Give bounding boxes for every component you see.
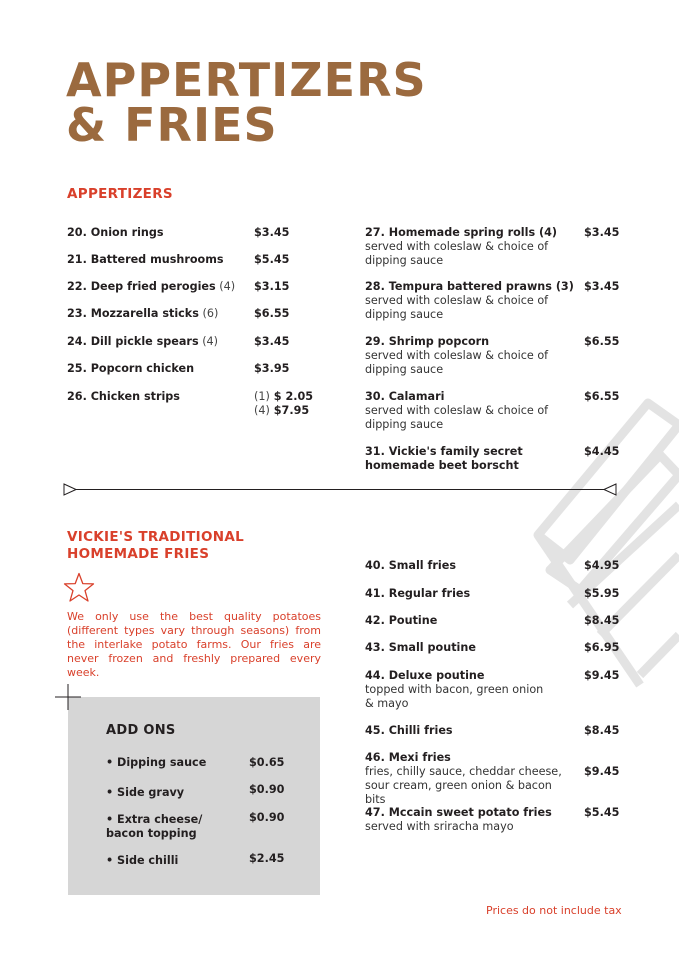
star-icon [63, 572, 95, 603]
addon-item: • Side chilli [106, 854, 179, 867]
addon-price: $0.65 [249, 756, 285, 769]
menu-item: 30. Calamari served with coleslaw & choice of dipping sauce [365, 390, 549, 431]
fries-heading: VICKIE'S TRADITIONAL HOMEMADE FRIES [67, 529, 244, 562]
menu-item: 28. Tempura battered prawns (3) served with coleslaw & choice of dipping sauce [365, 280, 574, 321]
addon-price: $0.90 [249, 783, 285, 796]
menu-item: 24. Dill pickle spears (4) [67, 335, 219, 348]
menu-item: 23. Mozzarella sticks (6) [67, 307, 219, 320]
menu-item: 29. Shrimp popcorn served with coleslaw & choice of dipping sauce [365, 335, 549, 376]
menu-item: 31. Vickie's family secret homemade beet borscht [365, 445, 523, 472]
arrow-right-icon [603, 483, 617, 496]
item-price: $5.95 [584, 587, 620, 600]
menu-item: 43. Small poutine [365, 641, 476, 654]
menu-item: 45. Chilli fries [365, 724, 453, 737]
menu-item: 44. Deluxe poutine topped with bacon, green onion & mayo [365, 669, 544, 710]
item-price: $6.55 [584, 390, 620, 403]
item-price: $8.45 [584, 724, 620, 737]
menu-item: 21. Battered mushrooms [67, 253, 224, 266]
item-price: $6.95 [584, 641, 620, 654]
item-price: $9.45 [584, 669, 620, 682]
addon-item: • Extra cheese/ bacon topping [106, 813, 203, 840]
title-line-2: & FRIES [66, 98, 278, 152]
item-price: $8.45 [584, 614, 620, 627]
menu-item: 42. Poutine [365, 614, 438, 627]
menu-item: 26. Chicken strips [67, 390, 180, 403]
section-divider [68, 489, 614, 490]
page-title [66, 53, 427, 152]
item-price: $3.15 [254, 280, 290, 293]
item-price: $3.45 [254, 335, 290, 348]
addons-title: ADD ONS [106, 723, 176, 738]
arrow-left-icon [63, 483, 77, 496]
menu-item: 25. Popcorn chicken [67, 362, 195, 375]
menu-item: 22. Deep fried perogies (4) [67, 280, 236, 293]
item-price: $6.55 [584, 335, 620, 348]
crosshair-icon [55, 684, 81, 710]
menu-item: 47. Mccain sweet potato fries served with sriracha mayo [365, 806, 552, 833]
addon-price: $0.90 [249, 811, 285, 824]
item-price: $4.45 [584, 445, 620, 458]
tax-note: Prices do not include tax [486, 904, 622, 917]
item-price: $3.45 [254, 226, 290, 239]
addon-item: • Side gravy [106, 786, 185, 799]
item-price: $5.45 [254, 253, 290, 266]
item-price: $9.45 [584, 765, 620, 778]
item-price: $3.45 [584, 280, 620, 293]
menu-item: 46. Mexi fries fries, chilly sauce, cheddar cheese, sour cream, green onion & bacon bits [365, 751, 562, 806]
menu-item: 27. Homemade spring rolls (4) served with coleslaw & choice of dipping sauce [365, 226, 558, 267]
menu-item: 41. Regular fries [365, 587, 471, 600]
item-price: $5.45 [584, 806, 620, 819]
appetizers-heading: APPERTIZERS [67, 186, 173, 202]
item-price: $3.95 [254, 362, 290, 375]
item-price: $3.45 [584, 226, 620, 239]
addon-item: • Dipping sauce [106, 756, 207, 769]
addon-price: $2.45 [249, 852, 285, 865]
menu-item: 40. Small fries [365, 559, 457, 572]
item-price-multi: (1) $ 2.05 (4) $7.95 [254, 390, 314, 417]
item-price: $6.55 [254, 307, 290, 320]
item-price: $4.95 [584, 559, 620, 572]
title-line-1: APPERTIZERS [66, 53, 427, 107]
fries-description: We only use the best quality potatoes (different types vary through seasons) from the interlake potato farms. Our fries are never frozen and freshly prepared every week. [67, 610, 321, 679]
menu-item: 20. Onion rings [67, 226, 164, 239]
